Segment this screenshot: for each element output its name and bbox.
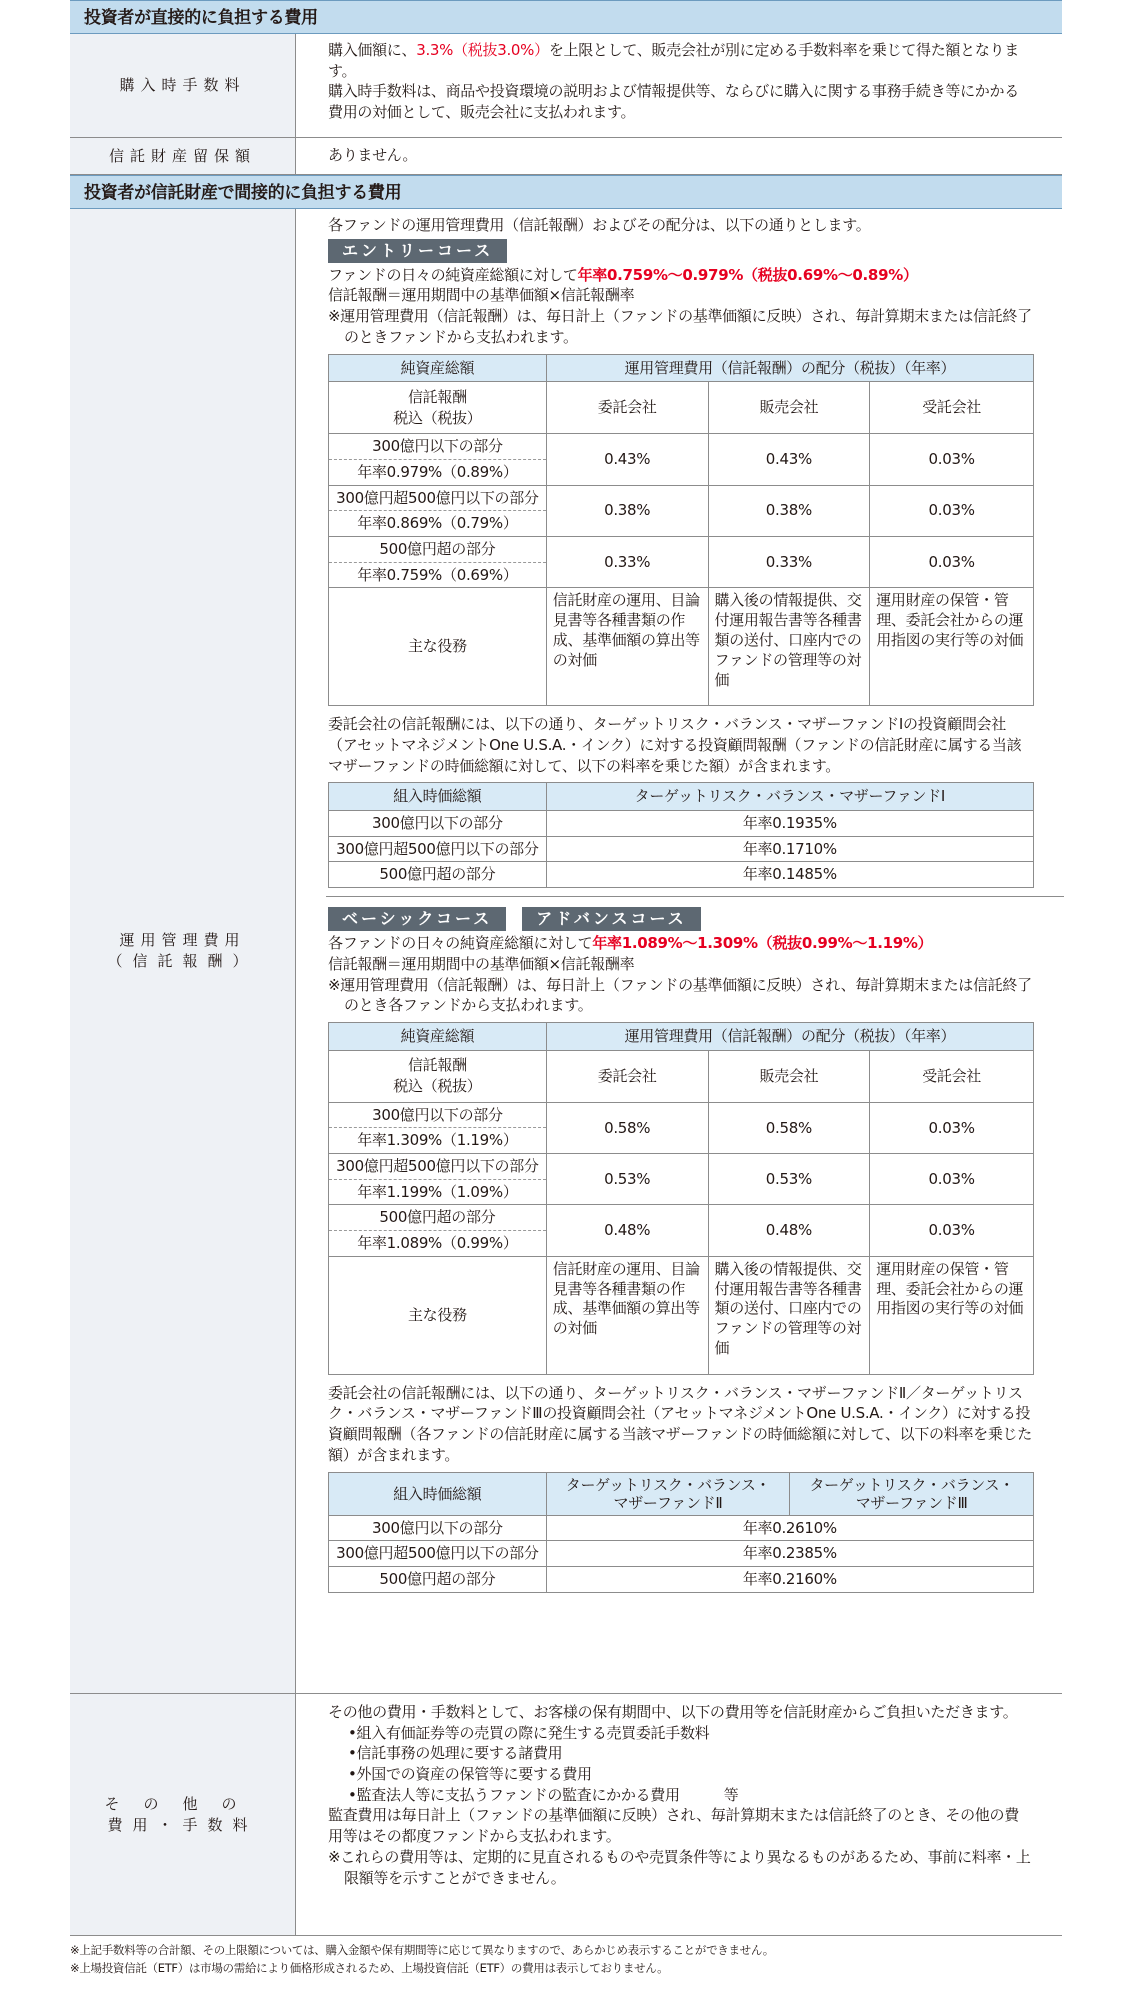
basic-adv-rate-2: 年率0.2385% (546, 1541, 1033, 1567)
basic-h-trust: 委託会社 (546, 1050, 708, 1102)
other-fee-content (296, 1694, 1062, 1935)
basic-h-alloc: 運用管理費用（信託報酬）の配分（税抜）（年率） (546, 1022, 1033, 1050)
mgmt-intro: 各ファンドの運用管理費用（信託報酬）およびその配分は、以下の通りとします。 (328, 216, 871, 234)
other-intro: その他の費用・手数料として、お客様の保有期間中、以下の費用等を信託財産からご負担いただきます。 (328, 1703, 1018, 1721)
entry-h-trust: 委託会社 (546, 382, 708, 434)
other-audit: 監査費用は毎日計上（ファンドの基準価額に反映）され、毎計算期末または信託終了のとき、その他の費用等はその都度ファンドから支払われます。 (328, 1806, 1019, 1846)
footnote-1: ※上記手数料等の合計額、その上限額については、購入金額や保有期間等に応じて異なりますので、あらかじめ表示することができません。 (70, 1943, 774, 1957)
other-item-1: •組入有価証券等の売買の際に発生する売買委託手数料 (348, 1723, 710, 1742)
other-item-2: •信託事務の処理に要する諸費用 (348, 1744, 563, 1763)
other-item-3: •外国での資産の保管等に要する費用 (348, 1765, 592, 1784)
basic-rate-3: 年率1.089%（0.99%） (329, 1231, 547, 1257)
entry-formula: 信託報酬＝運用期間中の基準価額×信託報酬率 (328, 286, 635, 305)
entry-tier-1: 300億円以下の部分 (329, 434, 547, 460)
footnotes (70, 1936, 1062, 1978)
entry-trust-2: 0.38% (546, 485, 708, 536)
basic-sales-3: 0.48% (708, 1205, 870, 1256)
basic-adv-h-fund3: ターゲットリスク・バランス・ マザーファンドⅢ (790, 1472, 1034, 1515)
basic-adv-rate-3: 年率0.2160% (546, 1566, 1033, 1592)
other-item-4: •監査法人等に支払うファンドの監査にかかる費用 等 (348, 1785, 739, 1804)
basic-trust-3: 0.48% (546, 1205, 708, 1256)
entry-fee-table (328, 354, 1034, 707)
basic-duty-label: 主な役務 (329, 1256, 547, 1374)
entry-h-alloc: 運用管理費用（信託報酬）の配分（税抜）（年率） (546, 354, 1033, 382)
basic-tier-3: 500億円超の部分 (329, 1205, 547, 1231)
basic-tier-1: 300億円以下の部分 (329, 1102, 547, 1128)
basic-rate-1: 年率1.309%（1.19%） (329, 1128, 547, 1154)
basic-sales-2: 0.53% (708, 1154, 870, 1205)
entry-advisory-table (328, 782, 1034, 888)
entry-sales-1: 0.43% (708, 434, 870, 485)
course-divider (326, 896, 1064, 897)
retention-value: ありません。 (328, 146, 418, 164)
basic-sales-1: 0.58% (708, 1102, 870, 1153)
basic-duty-sales: 購入後の情報提供、交付運用報告書等各種書類の送付、口座内でのファンドの管理等の対価 (708, 1256, 870, 1374)
basic-cust-2: 0.03% (870, 1154, 1034, 1205)
entry-tier-3: 500億円超の部分 (329, 536, 547, 562)
entry-rate: ファンドの日々の純資産総額に対して年率0.759%～0.979%（税抜0.69%～0.89%） (328, 265, 918, 284)
entry-note: ※運用管理費用（信託報酬）は、毎日計上（ファンドの基準価額に反映）され、毎計算期末または信託終了のときファンドから支払われます。 (328, 307, 1032, 346)
entry-rate-2: 年率0.869%（0.79%） (329, 511, 547, 537)
purchase-fee-row (70, 34, 1062, 138)
basic-h-sales: 販売会社 (708, 1050, 870, 1102)
entry-h-custodian: 受託会社 (870, 382, 1034, 434)
other-fee-label: その他の 費用・手数料 (70, 1694, 296, 1935)
purchase-fee-content (296, 34, 1062, 137)
entry-trust-3: 0.33% (546, 536, 708, 587)
entry-sales-2: 0.38% (708, 485, 870, 536)
basic-trust-1: 0.58% (546, 1102, 708, 1153)
basic-adv-tier-1: 300億円以下の部分 (329, 1515, 547, 1541)
basic-rate: 各ファンドの日々の純資産総額に対して年率1.089%～1.309%（税抜0.99%～1.19%） (328, 934, 933, 953)
mgmt-fee-content (296, 209, 1064, 1693)
entry-cust-2: 0.03% (870, 485, 1034, 536)
basic-adv-h-tier: 組入時価総額 (329, 1472, 547, 1515)
entry-cust-3: 0.03% (870, 536, 1034, 587)
entry-duty-trust: 信託財産の運用、目論見書等各種書類の作成、基準価額の算出等の対価 (546, 588, 708, 706)
basic-formula: 信託報酬＝運用期間中の基準価額×信託報酬率 (328, 954, 635, 973)
entry-adv-h-fund: ターゲットリスク・バランス・マザーファンドⅠ (546, 783, 1033, 811)
other-fee-row (70, 1694, 1062, 1936)
entry-duty-sales: 購入後の情報提供、交付運用報告書等各種書類の送付、口座内でのファンドの管理等の対価 (708, 588, 870, 706)
basic-h-assets: 純資産総額 (329, 1022, 547, 1050)
basic-adv-tier-2: 300億円超500億円以下の部分 (329, 1541, 547, 1567)
basic-trust-2: 0.53% (546, 1154, 708, 1205)
footnote-2: ※上場投資信託（ETF）は市場の需給により価格形成されるため、上場投資信託（ETF）の費用は表示しておりません。 (70, 1960, 669, 1975)
entry-rate-3: 年率0.759%（0.69%） (329, 562, 547, 588)
basic-duty-trust: 信託財産の運用、目論見書等各種書類の作成、基準価額の算出等の対価 (546, 1256, 708, 1374)
entry-course-badge: エントリーコース (328, 239, 507, 263)
entry-sales-3: 0.33% (708, 536, 870, 587)
purchase-fee-text-1: 購入価額に、3.3%（税抜3.0%）を上限として、販売会社が別に定める手数料率を乗じて得た額となります。 (328, 41, 1019, 80)
mgmt-fee-label: 運用管理費用 （信託報酬） (70, 209, 296, 1693)
basic-adv-h-fund2: ターゲットリスク・バランス・ マザーファンドⅡ (546, 1472, 790, 1515)
basic-cust-1: 0.03% (870, 1102, 1034, 1153)
entry-cust-1: 0.03% (870, 434, 1034, 485)
basic-adv-rate-1: 年率0.2610% (546, 1515, 1033, 1541)
entry-adv-tier-2: 300億円超500億円以下の部分 (329, 836, 547, 862)
entry-tier-2: 300億円超500億円以下の部分 (329, 485, 547, 511)
entry-duty-custodian: 運用財産の保管・管理、委託会社からの運用指図の実行等の対価 (870, 588, 1034, 706)
basic-h-custodian: 受託会社 (870, 1050, 1034, 1102)
entry-adv-tier-3: 500億円超の部分 (329, 862, 547, 888)
basic-rate-2: 年率1.199%（1.09%） (329, 1179, 547, 1205)
purchase-fee-label: 購入時手数料 (70, 34, 296, 137)
other-note: ※これらの費用等は、定期的に見直されるものや売買条件等により異なるものがあるため、事前に料率・上限額等を示すことができません。 (328, 1847, 1031, 1887)
basic-advisory-table (328, 1472, 1034, 1593)
indirect-cost-header: 投資者が信託財産で間接的に負担する費用 (70, 175, 1062, 209)
entry-adv-rate-2: 年率0.1710% (546, 836, 1033, 862)
entry-rate-1: 年率0.979%（0.89%） (329, 459, 547, 485)
entry-h-sales: 販売会社 (708, 382, 870, 434)
entry-h-assets: 純資産総額 (329, 354, 547, 382)
retention-row (70, 138, 1062, 175)
retention-label: 信託財産留保額 (70, 138, 296, 174)
basic-course-badge: ベーシックコース (328, 907, 506, 931)
purchase-fee-text-2: 購入時手数料は、商品や投資環境の説明および情報提供等、ならびに購入に関する事務手続き等にかかる費用の対価として、販売会社に支払われます。 (328, 82, 1019, 122)
direct-cost-header: 投資者が直接的に負担する費用 (70, 0, 1062, 34)
basic-note: ※運用管理費用（信託報酬）は、毎日計上（ファンドの基準価額に反映）され、毎計算期末または信託終了のとき各ファンドから支払われます。 (328, 975, 1032, 1015)
basic-advisory-text: 委託会社の信託報酬には、以下の通り、ターゲットリスク・バランス・マザーファンドⅡ／ターゲットリスク・バランス・マザーファンドⅢの投資顧問会社（アセットマネジメントOne U.S.A.・インク）に対する投資顧問報酬（各ファンドの信託財産に属する当該マザーファンドの時価総額に対して、以下の料率を乗じた額）が含まれます。 (328, 1383, 1032, 1464)
advance-course-badge: アドバンスコース (522, 907, 700, 931)
entry-adv-rate-1: 年率0.1935% (546, 811, 1033, 837)
entry-adv-rate-3: 年率0.1485% (546, 862, 1033, 888)
entry-h-fee: 信託報酬 税込（税抜） (329, 382, 547, 434)
entry-adv-tier-1: 300億円以下の部分 (329, 811, 547, 837)
entry-duty-label: 主な役務 (329, 588, 547, 706)
entry-trust-1: 0.43% (546, 434, 708, 485)
basic-duty-custodian: 運用財産の保管・管理、委託会社からの運用指図の実行等の対価 (870, 1256, 1034, 1374)
basic-fee-table (328, 1022, 1034, 1375)
entry-adv-h-tier: 組入時価総額 (329, 783, 547, 811)
basic-tier-2: 300億円超500億円以下の部分 (329, 1154, 547, 1180)
basic-h-fee: 信託報酬 税込（税抜） (329, 1050, 547, 1102)
entry-advisory-text: 委託会社の信託報酬には、以下の通り、ターゲットリスク・バランス・マザーファンドⅠの投資顧問会社（アセットマネジメントOne U.S.A.・インク）に対する投資顧問報酬（ファンドの信託財産に属する当該マザーファンドの時価総額に対して、以下の料率を乗じた額）が含まれます。 (328, 715, 1022, 775)
mgmt-fee-row (70, 209, 1062, 1694)
basic-cust-3: 0.03% (870, 1205, 1034, 1256)
basic-adv-tier-3: 500億円超の部分 (329, 1566, 547, 1592)
